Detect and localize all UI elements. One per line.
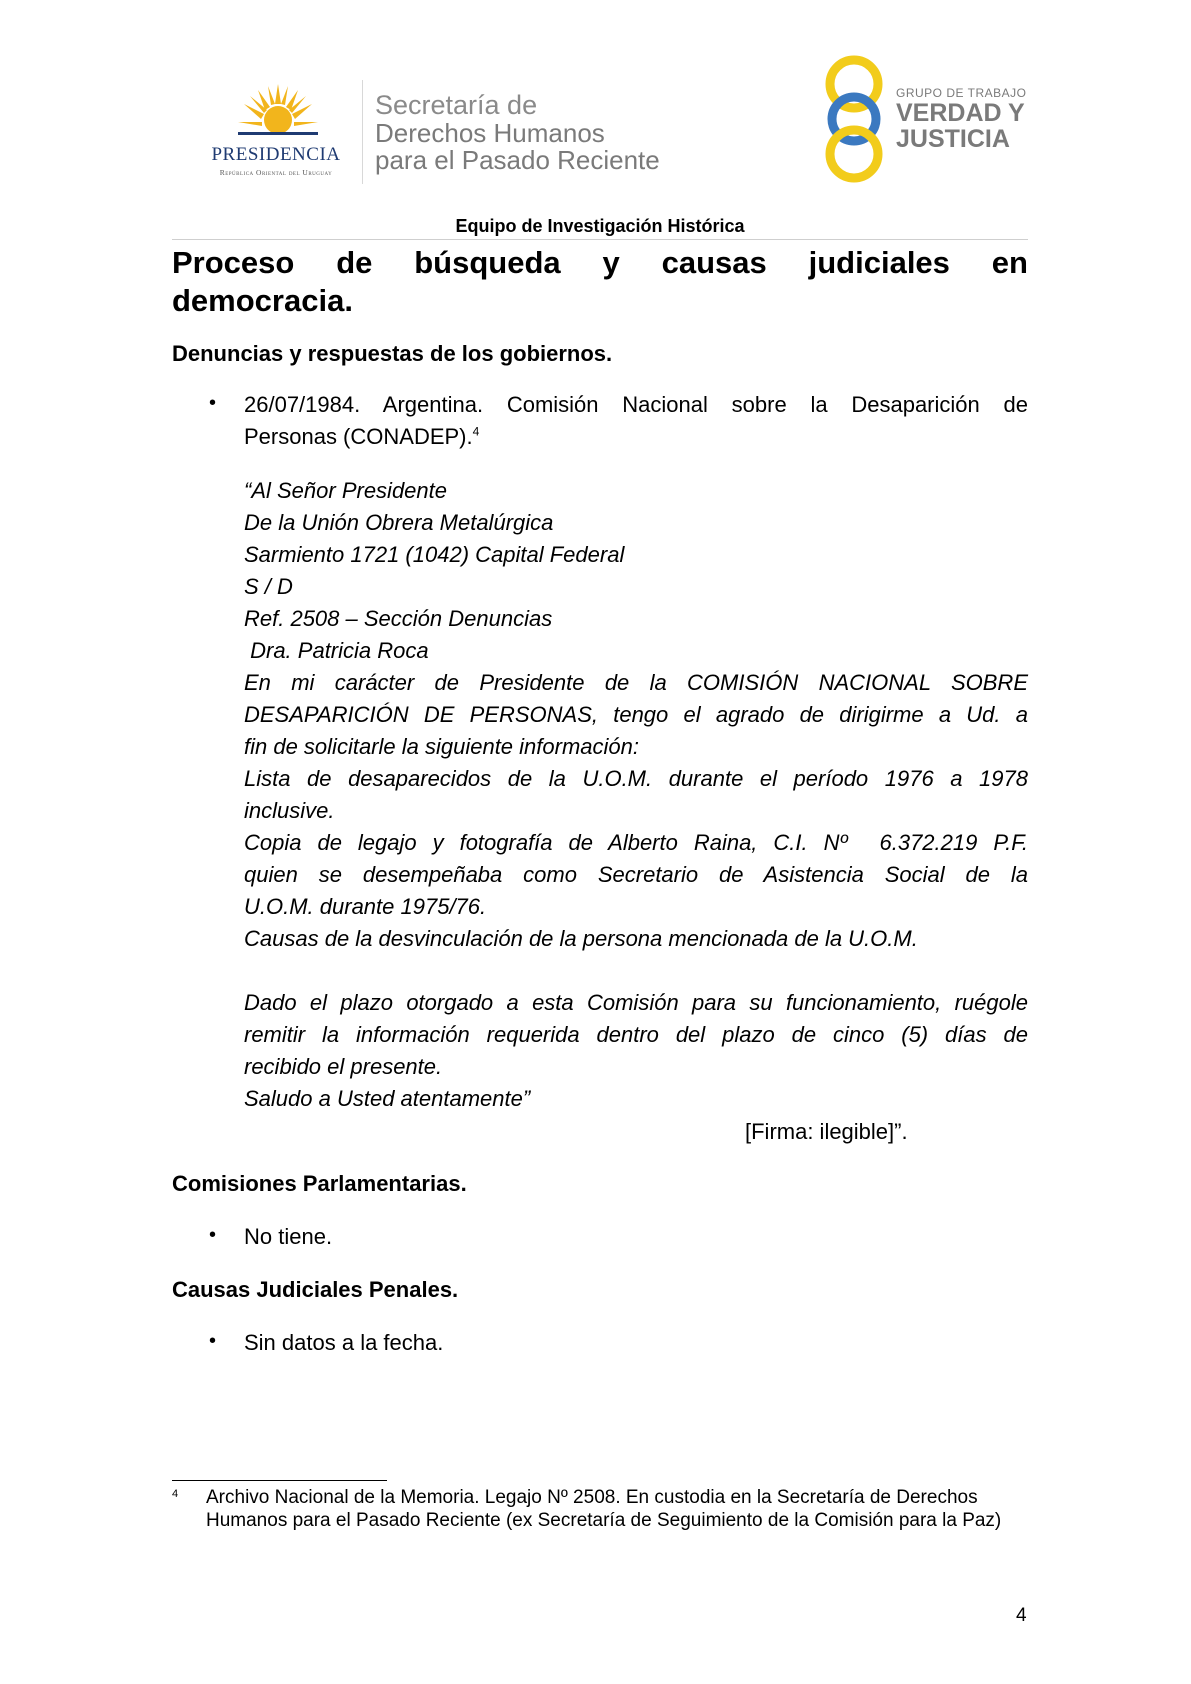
- vyj-small-text: GRUPO DE TRABAJO: [896, 86, 1027, 100]
- presidencia-word: PRESIDENCIA: [211, 144, 341, 165]
- team-header: Equipo de Investigación Histórica: [455, 216, 745, 236]
- title-word: Proceso: [172, 245, 295, 280]
- letter-line: Copia de legajo y fotografía de Alberto Raina, C.I. Nº 6.372.219 P.F.: [244, 830, 1028, 855]
- bullet-marker: •: [209, 392, 217, 414]
- secretaria-line2: Derechos Humanos: [375, 118, 605, 148]
- footnote-text: Archivo Nacional de la Memoria. Legajo Nº 2508. En custodia en la Secretaría de Derechos Humanos para el Pasado Reciente (ex Secretaría de Seguimiento de la Comisión para la Paz): [206, 1487, 1002, 1531]
- vyj-line2: JUSTICIA: [896, 125, 1010, 153]
- bullet-item-no-tiene: No tiene.: [244, 1224, 333, 1249]
- letter-line: remitir la información requerida dentro del plazo de cinco (5) días de: [244, 1022, 1028, 1047]
- letter-line: Dado el plazo otorgado a esta Comisión para su funcionamiento, ruégole: [244, 990, 1028, 1015]
- presidencia-subtitle: República Oriental del Uruguay: [219, 168, 333, 177]
- logo-divider: [362, 80, 363, 184]
- letter-line: En mi carácter de Presidente de la COMISIÓN NACIONAL SOBRE: [244, 670, 1028, 695]
- footnote-ref: 4: [472, 424, 480, 439]
- letter-line: S / D: [244, 574, 293, 599]
- footnote-rule: [172, 1480, 387, 1481]
- title-word: causas: [661, 245, 767, 280]
- letter-line: inclusive.: [244, 798, 335, 823]
- letter-line: Sarmiento 1721 (1042) Capital Federal: [244, 542, 625, 567]
- letter-line: DESAPARICIÓN DE PERSONAS, tengo el agrado de dirigirme a Ud. a: [244, 702, 1028, 727]
- letter-line: quien se desempeñaba como Secretario de Asistencia Social de la: [244, 862, 1028, 887]
- vyj-line1: VERDAD Y: [896, 99, 1025, 127]
- bullet-line2: [244, 421, 1028, 453]
- secretaria-logo-text: [375, 90, 660, 174]
- bullet-item-sin-datos: Sin datos a la fecha.: [244, 1330, 444, 1355]
- letter-line: Saludo a Usted atentamente”: [244, 1086, 531, 1111]
- page-number: 4: [1016, 1605, 1027, 1626]
- letter-line: recibido el presente.: [244, 1054, 443, 1079]
- title-line1: [172, 244, 1028, 282]
- section-heading-denuncias: Denuncias y respuestas de los gobiernos.: [172, 341, 613, 366]
- letter-blank-line: [244, 955, 1028, 987]
- section-heading-comisiones: Comisiones Parlamentarias.: [172, 1171, 467, 1196]
- secretaria-line1: Secretaría de: [375, 90, 538, 120]
- bullet-line1: 26/07/1984. Argentina. Comisión Nacional sobre la Desaparición de: [244, 392, 1028, 417]
- bullet-marker: •: [209, 1224, 217, 1246]
- bullet-item-conadep: [244, 389, 1028, 453]
- letter-line: fin de solicitarle la siguiente información:: [244, 734, 639, 759]
- title-word: de: [336, 245, 373, 280]
- letter-line: U.O.M. durante 1975/76.: [244, 894, 487, 919]
- title-word: en: [991, 245, 1028, 280]
- letter-line: Causas de la desvinculación de la persona mencionada de la U.O.M.: [244, 926, 918, 951]
- title-word: judiciales: [808, 245, 950, 280]
- quoted-letter: [244, 475, 1028, 1115]
- bullet-marker: •: [209, 1330, 217, 1352]
- secretaria-line3: para el Pasado Reciente: [375, 145, 660, 175]
- verdad-justicia-wordmark: [896, 86, 1026, 152]
- letter-line: Dra. Patricia Roca: [244, 638, 429, 663]
- page-title: [172, 244, 1028, 320]
- letter-line: De la Unión Obrera Metalúrgica: [244, 510, 554, 535]
- letter-line: Ref. 2508 – Sección Denuncias: [244, 606, 553, 631]
- sun-emblem-icon: [238, 82, 318, 140]
- header-rule: [172, 239, 1028, 240]
- bullet-line2-text: Personas (CONADEP).: [244, 424, 473, 449]
- letter-line: “Al Señor Presidente: [244, 478, 447, 503]
- footnote-number: 4: [172, 1488, 179, 1500]
- title-line2: democracia.: [172, 283, 353, 318]
- letter-line: Lista de desaparecidos de la U.O.M. durante el período 1976 a 1978: [244, 766, 1028, 791]
- presidencia-logo: [196, 82, 356, 182]
- signature-note: [Firma: ilegible]”.: [745, 1119, 908, 1144]
- section-heading-causas: Causas Judiciales Penales.: [172, 1277, 459, 1302]
- title-word: búsqueda: [414, 245, 561, 280]
- title-word: y: [602, 245, 620, 280]
